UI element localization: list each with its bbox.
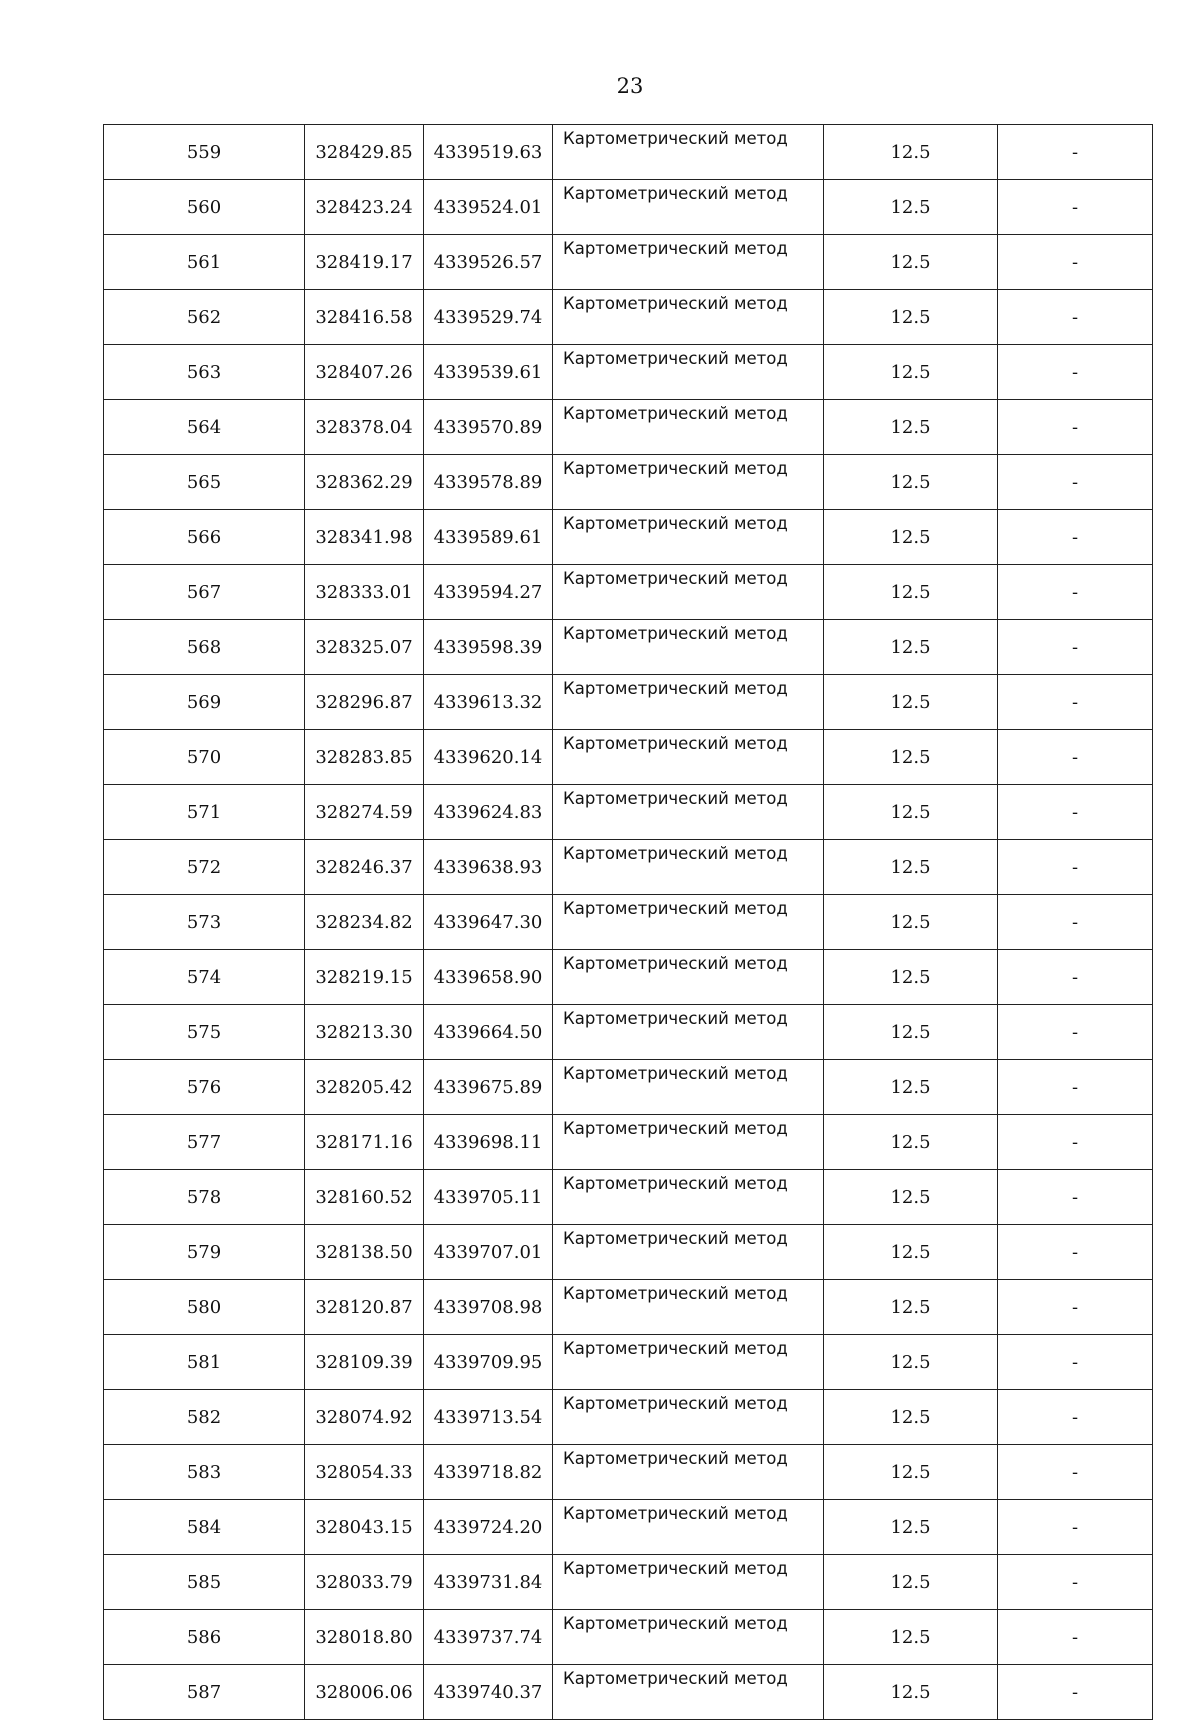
note-cell: - <box>998 1500 1153 1555</box>
y-coordinate-cell: 4339647.30 <box>424 895 553 950</box>
table-row <box>104 400 1153 455</box>
accuracy-cell: 12.5 <box>824 565 998 620</box>
table-row <box>104 895 1153 950</box>
point-number-cell: 573 <box>104 895 305 950</box>
point-number-cell: 574 <box>104 950 305 1005</box>
method-cell: Картометрический метод <box>553 1170 824 1225</box>
note-cell: - <box>998 1115 1153 1170</box>
point-number-cell: 583 <box>104 1445 305 1500</box>
x-coordinate-cell: 328333.01 <box>305 565 424 620</box>
y-coordinate-cell: 4339698.11 <box>424 1115 553 1170</box>
method-cell: Картометрический метод <box>553 1280 824 1335</box>
accuracy-cell: 12.5 <box>824 895 998 950</box>
y-coordinate-cell: 4339737.74 <box>424 1610 553 1665</box>
accuracy-cell: 12.5 <box>824 1280 998 1335</box>
x-coordinate-cell: 328296.87 <box>305 675 424 730</box>
accuracy-cell: 12.5 <box>824 1500 998 1555</box>
method-cell: Картометрический метод <box>553 1445 824 1500</box>
x-coordinate-cell: 328213.30 <box>305 1005 424 1060</box>
y-coordinate-cell: 4339624.83 <box>424 785 553 840</box>
accuracy-cell: 12.5 <box>824 840 998 895</box>
table-row <box>104 1335 1153 1390</box>
table-row <box>104 1390 1153 1445</box>
point-number-cell: 587 <box>104 1665 305 1720</box>
method-cell: Картометрический метод <box>553 235 824 290</box>
note-cell: - <box>998 1555 1153 1610</box>
note-cell: - <box>998 675 1153 730</box>
method-cell: Картометрический метод <box>553 565 824 620</box>
accuracy-cell: 12.5 <box>824 1225 998 1280</box>
point-number-cell: 564 <box>104 400 305 455</box>
y-coordinate-cell: 4339713.54 <box>424 1390 553 1445</box>
method-cell: Картометрический метод <box>553 180 824 235</box>
accuracy-cell: 12.5 <box>824 345 998 400</box>
point-number-cell: 569 <box>104 675 305 730</box>
point-number-cell: 576 <box>104 1060 305 1115</box>
accuracy-cell: 12.5 <box>824 1555 998 1610</box>
y-coordinate-cell: 4339740.37 <box>424 1665 553 1720</box>
x-coordinate-cell: 328138.50 <box>305 1225 424 1280</box>
method-cell: Картометрический метод <box>553 675 824 730</box>
x-coordinate-cell: 328219.15 <box>305 950 424 1005</box>
y-coordinate-cell: 4339708.98 <box>424 1280 553 1335</box>
table-row <box>104 730 1153 785</box>
x-coordinate-cell: 328205.42 <box>305 1060 424 1115</box>
note-cell: - <box>998 400 1153 455</box>
method-cell: Картометрический метод <box>553 1115 824 1170</box>
accuracy-cell: 12.5 <box>824 785 998 840</box>
note-cell: - <box>998 510 1153 565</box>
point-number-cell: 584 <box>104 1500 305 1555</box>
table-row <box>104 1005 1153 1060</box>
accuracy-cell: 12.5 <box>824 730 998 785</box>
x-coordinate-cell: 328160.52 <box>305 1170 424 1225</box>
table-row <box>104 1665 1153 1720</box>
point-number-cell: 572 <box>104 840 305 895</box>
table-row <box>104 455 1153 510</box>
x-coordinate-cell: 328043.15 <box>305 1500 424 1555</box>
x-coordinate-cell: 328054.33 <box>305 1445 424 1500</box>
table-row <box>104 1445 1153 1500</box>
accuracy-cell: 12.5 <box>824 455 998 510</box>
table-row <box>104 180 1153 235</box>
note-cell: - <box>998 345 1153 400</box>
x-coordinate-cell: 328074.92 <box>305 1390 424 1445</box>
note-cell: - <box>998 1610 1153 1665</box>
y-coordinate-cell: 4339664.50 <box>424 1005 553 1060</box>
note-cell: - <box>998 1170 1153 1225</box>
note-cell: - <box>998 1280 1153 1335</box>
x-coordinate-cell: 328341.98 <box>305 510 424 565</box>
x-coordinate-cell: 328234.82 <box>305 895 424 950</box>
accuracy-cell: 12.5 <box>824 1445 998 1500</box>
method-cell: Картометрический метод <box>553 840 824 895</box>
note-cell: - <box>998 1665 1153 1720</box>
accuracy-cell: 12.5 <box>824 620 998 675</box>
table-row <box>104 1170 1153 1225</box>
x-coordinate-cell: 328407.26 <box>305 345 424 400</box>
y-coordinate-cell: 4339594.27 <box>424 565 553 620</box>
point-number-cell: 570 <box>104 730 305 785</box>
y-coordinate-cell: 4339675.89 <box>424 1060 553 1115</box>
point-number-cell: 566 <box>104 510 305 565</box>
y-coordinate-cell: 4339709.95 <box>424 1335 553 1390</box>
accuracy-cell: 12.5 <box>824 1005 998 1060</box>
note-cell: - <box>998 1225 1153 1280</box>
note-cell: - <box>998 1335 1153 1390</box>
note-cell: - <box>998 840 1153 895</box>
accuracy-cell: 12.5 <box>824 235 998 290</box>
table-row <box>104 235 1153 290</box>
x-coordinate-cell: 328325.07 <box>305 620 424 675</box>
note-cell: - <box>998 180 1153 235</box>
y-coordinate-cell: 4339578.89 <box>424 455 553 510</box>
table-row <box>104 840 1153 895</box>
accuracy-cell: 12.5 <box>824 125 998 180</box>
point-number-cell: 581 <box>104 1335 305 1390</box>
accuracy-cell: 12.5 <box>824 1390 998 1445</box>
table-row <box>104 785 1153 840</box>
point-number-cell: 565 <box>104 455 305 510</box>
table-row <box>104 1500 1153 1555</box>
y-coordinate-cell: 4339731.84 <box>424 1555 553 1610</box>
table-row <box>104 1555 1153 1610</box>
point-number-cell: 562 <box>104 290 305 345</box>
table-row <box>104 1280 1153 1335</box>
y-coordinate-cell: 4339724.20 <box>424 1500 553 1555</box>
table-row <box>104 345 1153 400</box>
note-cell: - <box>998 620 1153 675</box>
method-cell: Картометрический метод <box>553 455 824 510</box>
method-cell: Картометрический метод <box>553 895 824 950</box>
point-number-cell: 560 <box>104 180 305 235</box>
method-cell: Картометрический метод <box>553 400 824 455</box>
accuracy-cell: 12.5 <box>824 180 998 235</box>
table-row <box>104 125 1153 180</box>
method-cell: Картометрический метод <box>553 290 824 345</box>
y-coordinate-cell: 4339613.32 <box>424 675 553 730</box>
x-coordinate-cell: 328120.87 <box>305 1280 424 1335</box>
x-coordinate-cell: 328246.37 <box>305 840 424 895</box>
accuracy-cell: 12.5 <box>824 1335 998 1390</box>
y-coordinate-cell: 4339707.01 <box>424 1225 553 1280</box>
table-row <box>104 675 1153 730</box>
accuracy-cell: 12.5 <box>824 1665 998 1720</box>
accuracy-cell: 12.5 <box>824 510 998 565</box>
note-cell: - <box>998 290 1153 345</box>
point-number-cell: 578 <box>104 1170 305 1225</box>
table-row <box>104 620 1153 675</box>
note-cell: - <box>998 235 1153 290</box>
point-number-cell: 586 <box>104 1610 305 1665</box>
table-row <box>104 1060 1153 1115</box>
x-coordinate-cell: 328018.80 <box>305 1610 424 1665</box>
point-number-cell: 580 <box>104 1280 305 1335</box>
y-coordinate-cell: 4339529.74 <box>424 290 553 345</box>
note-cell: - <box>998 1445 1153 1500</box>
x-coordinate-cell: 328033.79 <box>305 1555 424 1610</box>
y-coordinate-cell: 4339705.11 <box>424 1170 553 1225</box>
table-row <box>104 290 1153 345</box>
table-row <box>104 950 1153 1005</box>
table-row <box>104 1115 1153 1170</box>
note-cell: - <box>998 730 1153 785</box>
note-cell: - <box>998 1060 1153 1115</box>
point-number-cell: 585 <box>104 1555 305 1610</box>
method-cell: Картометрический метод <box>553 1335 824 1390</box>
method-cell: Картометрический метод <box>553 345 824 400</box>
point-number-cell: 567 <box>104 565 305 620</box>
method-cell: Картометрический метод <box>553 1390 824 1445</box>
x-coordinate-cell: 328423.24 <box>305 180 424 235</box>
x-coordinate-cell: 328429.85 <box>305 125 424 180</box>
method-cell: Картометрический метод <box>553 950 824 1005</box>
y-coordinate-cell: 4339718.82 <box>424 1445 553 1500</box>
accuracy-cell: 12.5 <box>824 1170 998 1225</box>
method-cell: Картометрический метод <box>553 1225 824 1280</box>
y-coordinate-cell: 4339638.93 <box>424 840 553 895</box>
method-cell: Картометрический метод <box>553 1005 824 1060</box>
accuracy-cell: 12.5 <box>824 1610 998 1665</box>
table-row <box>104 565 1153 620</box>
x-coordinate-cell: 328416.58 <box>305 290 424 345</box>
y-coordinate-cell: 4339589.61 <box>424 510 553 565</box>
note-cell: - <box>998 125 1153 180</box>
accuracy-cell: 12.5 <box>824 675 998 730</box>
point-number-cell: 563 <box>104 345 305 400</box>
note-cell: - <box>998 1005 1153 1060</box>
accuracy-cell: 12.5 <box>824 290 998 345</box>
y-coordinate-cell: 4339524.01 <box>424 180 553 235</box>
note-cell: - <box>998 785 1153 840</box>
point-number-cell: 579 <box>104 1225 305 1280</box>
point-number-cell: 571 <box>104 785 305 840</box>
x-coordinate-cell: 328006.06 <box>305 1665 424 1720</box>
method-cell: Картометрический метод <box>553 125 824 180</box>
method-cell: Картометрический метод <box>553 1555 824 1610</box>
point-number-cell: 568 <box>104 620 305 675</box>
point-number-cell: 577 <box>104 1115 305 1170</box>
table-row <box>104 1225 1153 1280</box>
y-coordinate-cell: 4339526.57 <box>424 235 553 290</box>
coordinates-table-body <box>104 125 1153 1720</box>
x-coordinate-cell: 328378.04 <box>305 400 424 455</box>
note-cell: - <box>998 455 1153 510</box>
x-coordinate-cell: 328419.17 <box>305 235 424 290</box>
accuracy-cell: 12.5 <box>824 950 998 1005</box>
y-coordinate-cell: 4339519.63 <box>424 125 553 180</box>
table-row <box>104 510 1153 565</box>
accuracy-cell: 12.5 <box>824 1060 998 1115</box>
y-coordinate-cell: 4339570.89 <box>424 400 553 455</box>
point-number-cell: 575 <box>104 1005 305 1060</box>
y-coordinate-cell: 4339539.61 <box>424 345 553 400</box>
point-number-cell: 559 <box>104 125 305 180</box>
method-cell: Картометрический метод <box>553 1610 824 1665</box>
page-number: 23 <box>616 74 644 98</box>
method-cell: Картометрический метод <box>553 620 824 675</box>
y-coordinate-cell: 4339658.90 <box>424 950 553 1005</box>
method-cell: Картометрический метод <box>553 785 824 840</box>
y-coordinate-cell: 4339598.39 <box>424 620 553 675</box>
method-cell: Картометрический метод <box>553 1665 824 1720</box>
note-cell: - <box>998 895 1153 950</box>
table-row <box>104 1610 1153 1665</box>
method-cell: Картометрический метод <box>553 510 824 565</box>
method-cell: Картометрический метод <box>553 1060 824 1115</box>
method-cell: Картометрический метод <box>553 730 824 785</box>
x-coordinate-cell: 328283.85 <box>305 730 424 785</box>
note-cell: - <box>998 565 1153 620</box>
method-cell: Картометрический метод <box>553 1500 824 1555</box>
coordinates-table <box>103 124 1153 1720</box>
point-number-cell: 582 <box>104 1390 305 1445</box>
x-coordinate-cell: 328274.59 <box>305 785 424 840</box>
note-cell: - <box>998 950 1153 1005</box>
accuracy-cell: 12.5 <box>824 400 998 455</box>
x-coordinate-cell: 328109.39 <box>305 1335 424 1390</box>
accuracy-cell: 12.5 <box>824 1115 998 1170</box>
point-number-cell: 561 <box>104 235 305 290</box>
y-coordinate-cell: 4339620.14 <box>424 730 553 785</box>
note-cell: - <box>998 1390 1153 1445</box>
x-coordinate-cell: 328171.16 <box>305 1115 424 1170</box>
x-coordinate-cell: 328362.29 <box>305 455 424 510</box>
